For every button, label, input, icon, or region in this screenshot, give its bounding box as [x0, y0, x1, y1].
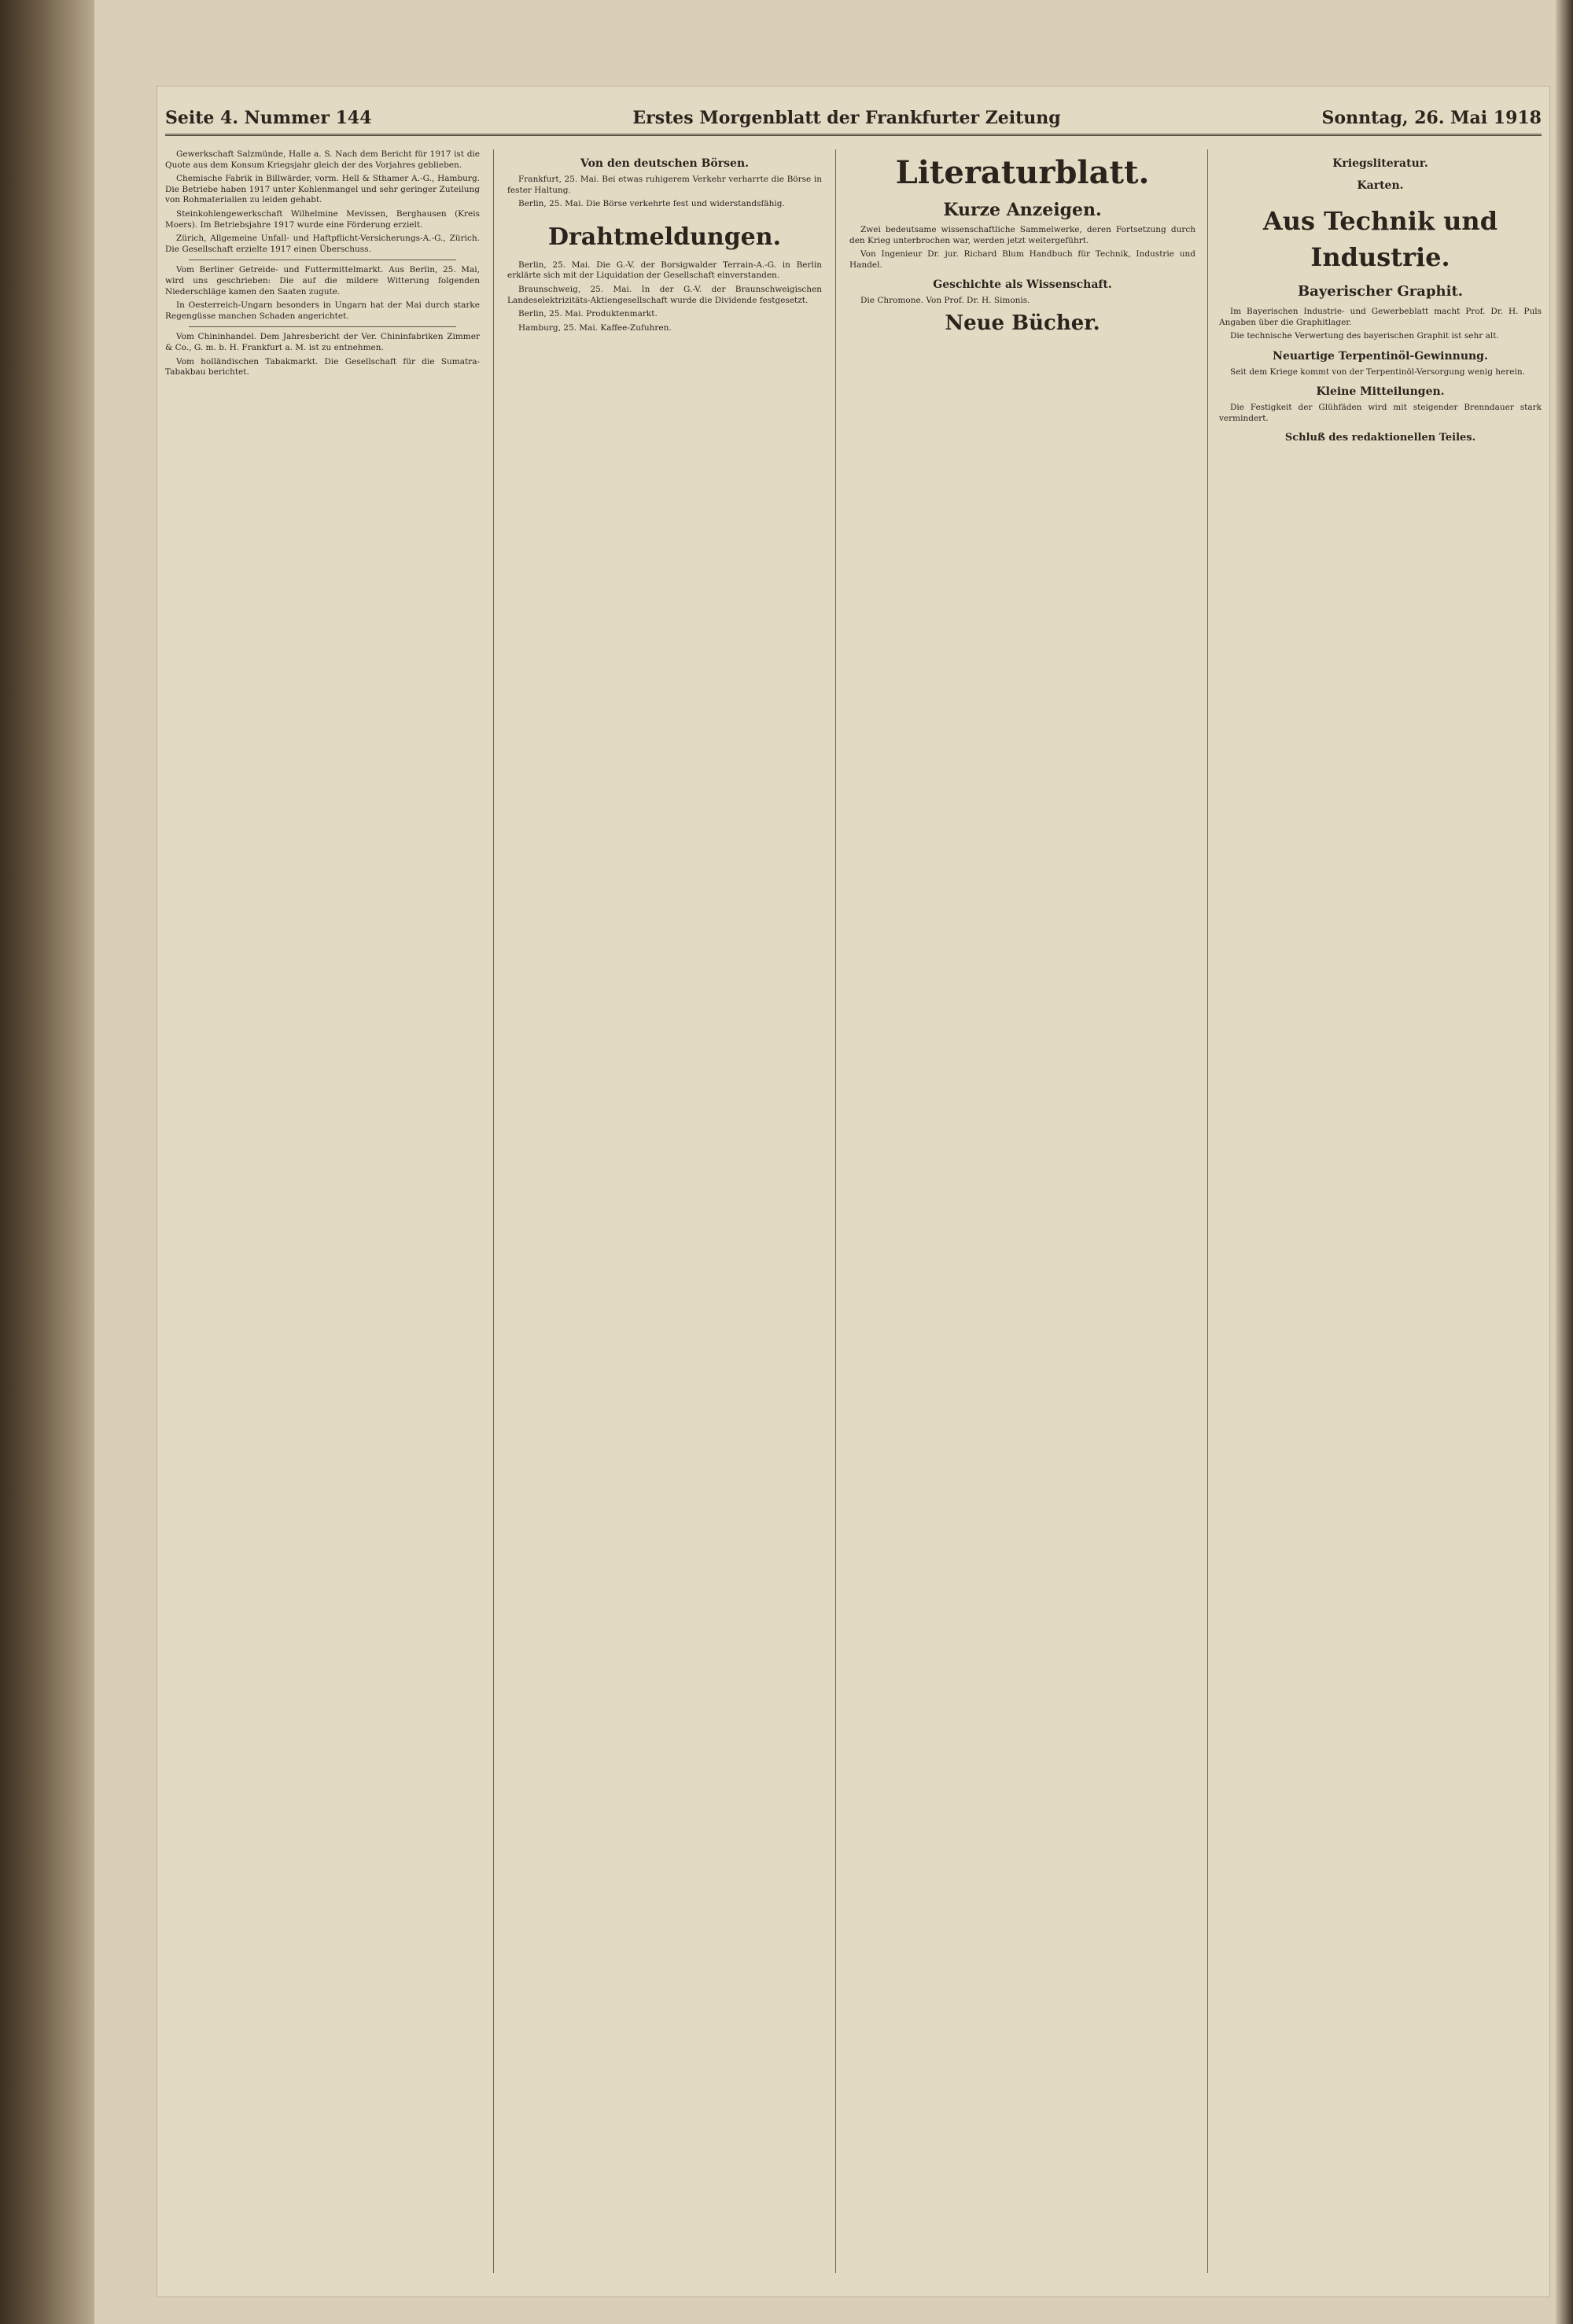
column-2: [507, 149, 822, 2273]
article-paragraph: Seit dem Kriege kommt von der Terpentinöl-Versorgung wenig herein.: [1230, 366, 1525, 377]
article-paragraph: Die Chromone. Von Prof. Dr. H. Simonis.: [860, 296, 1030, 306]
masthead-right: Sonntag, 26. Mai 1918: [1321, 108, 1542, 128]
article-paragraph: Von Ingenieur Dr. jur. Richard Blum Handbuch für Technik, Industrie und Handel.: [849, 249, 1195, 270]
book-binding: [0, 0, 94, 2324]
divider: [189, 326, 456, 327]
subheading-neue-buecher: Neue Bücher.: [945, 311, 1100, 335]
article-paragraph: Vom Berliner Getreide- und Futtermittelmarkt. Aus Berlin, 25. Mai, wird uns geschrieben: Die auf die mildere Witterung folgenden Niederschläge kamen den Saaten zugute.: [165, 265, 480, 296]
page-edge: [1556, 0, 1573, 2324]
article-paragraph: Die technische Verwertung des bayerischen Graphit ist sehr alt.: [1230, 331, 1499, 341]
article-paragraph: Hamburg, 25. Mai. Kaffee-Zufuhren.: [518, 322, 672, 333]
article-paragraph: Berlin, 25. Mai. Produktenmarkt.: [518, 309, 658, 319]
column-4: [1219, 149, 1542, 2273]
article-paragraph: Chemische Fabrik in Billwärder, vorm. Hell & Sthamer A.-G., Hamburg. Die Betriebe haben 1917 unter Kohlenmangel und sehr geringer Zuteilung von Rohmaterialien zu leiden gehabt.: [165, 174, 480, 205]
masthead-left: Seite 4. Nummer 144: [165, 108, 372, 128]
subheading-kurze-anzeigen: Kurze Anzeigen.: [943, 200, 1102, 220]
article-paragraph: Steinkohlengewerkschaft Wilhelmine Mevissen, Berghausen (Kreis Moers). Im Betriebsjahre 1917 wurde eine Förderung erzielt.: [165, 208, 480, 230]
column-3: [849, 149, 1195, 2273]
article-paragraph: Gewerkschaft Salzmünde, Halle a. S. Nach dem Bericht für 1917 ist die Quote aus dem Konsum Kriegsjahr gleich der des Vorjahres geblieben.: [165, 149, 480, 170]
subheading-geschichte: Geschichte als Wissenschaft.: [933, 278, 1112, 292]
column-rule: [493, 149, 494, 2273]
article-paragraph: Berlin, 25. Mai. Die Börse verkehrte fest und widerstandsfähig.: [518, 199, 785, 209]
end-of-editorial: Schluß des redaktionellen Teiles.: [1284, 431, 1476, 444]
article-paragraph: Berlin, 25. Mai. Die G.-V. der Borsigwalder Terrain-A.-G. in Berlin erklärte sich mit der Liquidation der Gesellschaft einverstanden.: [507, 260, 822, 281]
article-paragraph: Zürich, Allgemeine Unfall- und Haftpflicht-Versicherungs-A.-G., Zürich. Die Gesellschaft erzielte 1917 einen Überschuss.: [165, 234, 480, 254]
newspaper-page: [157, 87, 1549, 2296]
article-paragraph: Frankfurt, 25. Mai. Bei etwas ruhigerem Verkehr verharrte die Börse in fester Haltung.: [507, 175, 822, 195]
column-rule: [835, 149, 836, 2273]
column-rule: [1207, 149, 1208, 2273]
article-paragraph: Zwei bedeutsame wissenschaftliche Sammelwerke, deren Fortsetzung durch den Krieg unterbrochen war, werden jetzt weitergeführt.: [849, 225, 1195, 245]
article-paragraph: Die Festigkeit der Glühfäden wird mit steigender Brenndauer stark vermindert.: [1219, 403, 1542, 423]
article-paragraph: Vom Chininhandel. Dem Jahresbericht der Ver. Chininfabriken Zimmer & Co., G. m. b. H. Frankfurt a. M. ist zu entnehmen.: [165, 332, 480, 352]
subheading-graphit: Bayerischer Graphit.: [1297, 283, 1464, 300]
section-heading-technik: Aus Technik und Industrie.: [1262, 206, 1498, 272]
article-paragraph: Im Bayerischen Industrie- und Gewerbeblatt macht Prof. Dr. H. Puls Angaben über die Graphitlager.: [1219, 307, 1542, 327]
subheading-kriegsliteratur: Kriegsliteratur.: [1332, 157, 1428, 170]
article-paragraph: Braunschweig, 25. Mai. In der G.-V. der Braunschweigischen Landeselektrizitäts-Aktiengesellschaft wurde die Dividende festgesetzt.: [507, 284, 822, 305]
subheading-karten: Karten.: [1357, 179, 1404, 192]
masthead-center: Erstes Morgenblatt der Frankfurter Zeitung: [632, 108, 1061, 128]
subheading-terpentinoel: Neuartige Terpentinöl-Gewinnung.: [1273, 349, 1488, 363]
section-heading-literaturblatt: Literaturblatt.: [895, 154, 1150, 191]
article-paragraph: In Oesterreich-Ungarn besonders in Ungarn hat der Mai durch starke Regengüsse manchen Schaden angerichtet.: [165, 300, 480, 321]
article-paragraph: Vom holländischen Tabakmarkt. Die Gesellschaft für die Sumatra-Tabakbau berichtet.: [165, 356, 480, 378]
column-1: [165, 149, 480, 2273]
subheading-kleine-mitteilungen: Kleine Mitteilungen.: [1316, 385, 1445, 399]
section-heading-boersen: Von den deutschen Börsen.: [580, 157, 749, 170]
masthead: [165, 102, 1542, 136]
section-heading-drahtmeldungen: Drahtmeldungen.: [547, 223, 782, 251]
